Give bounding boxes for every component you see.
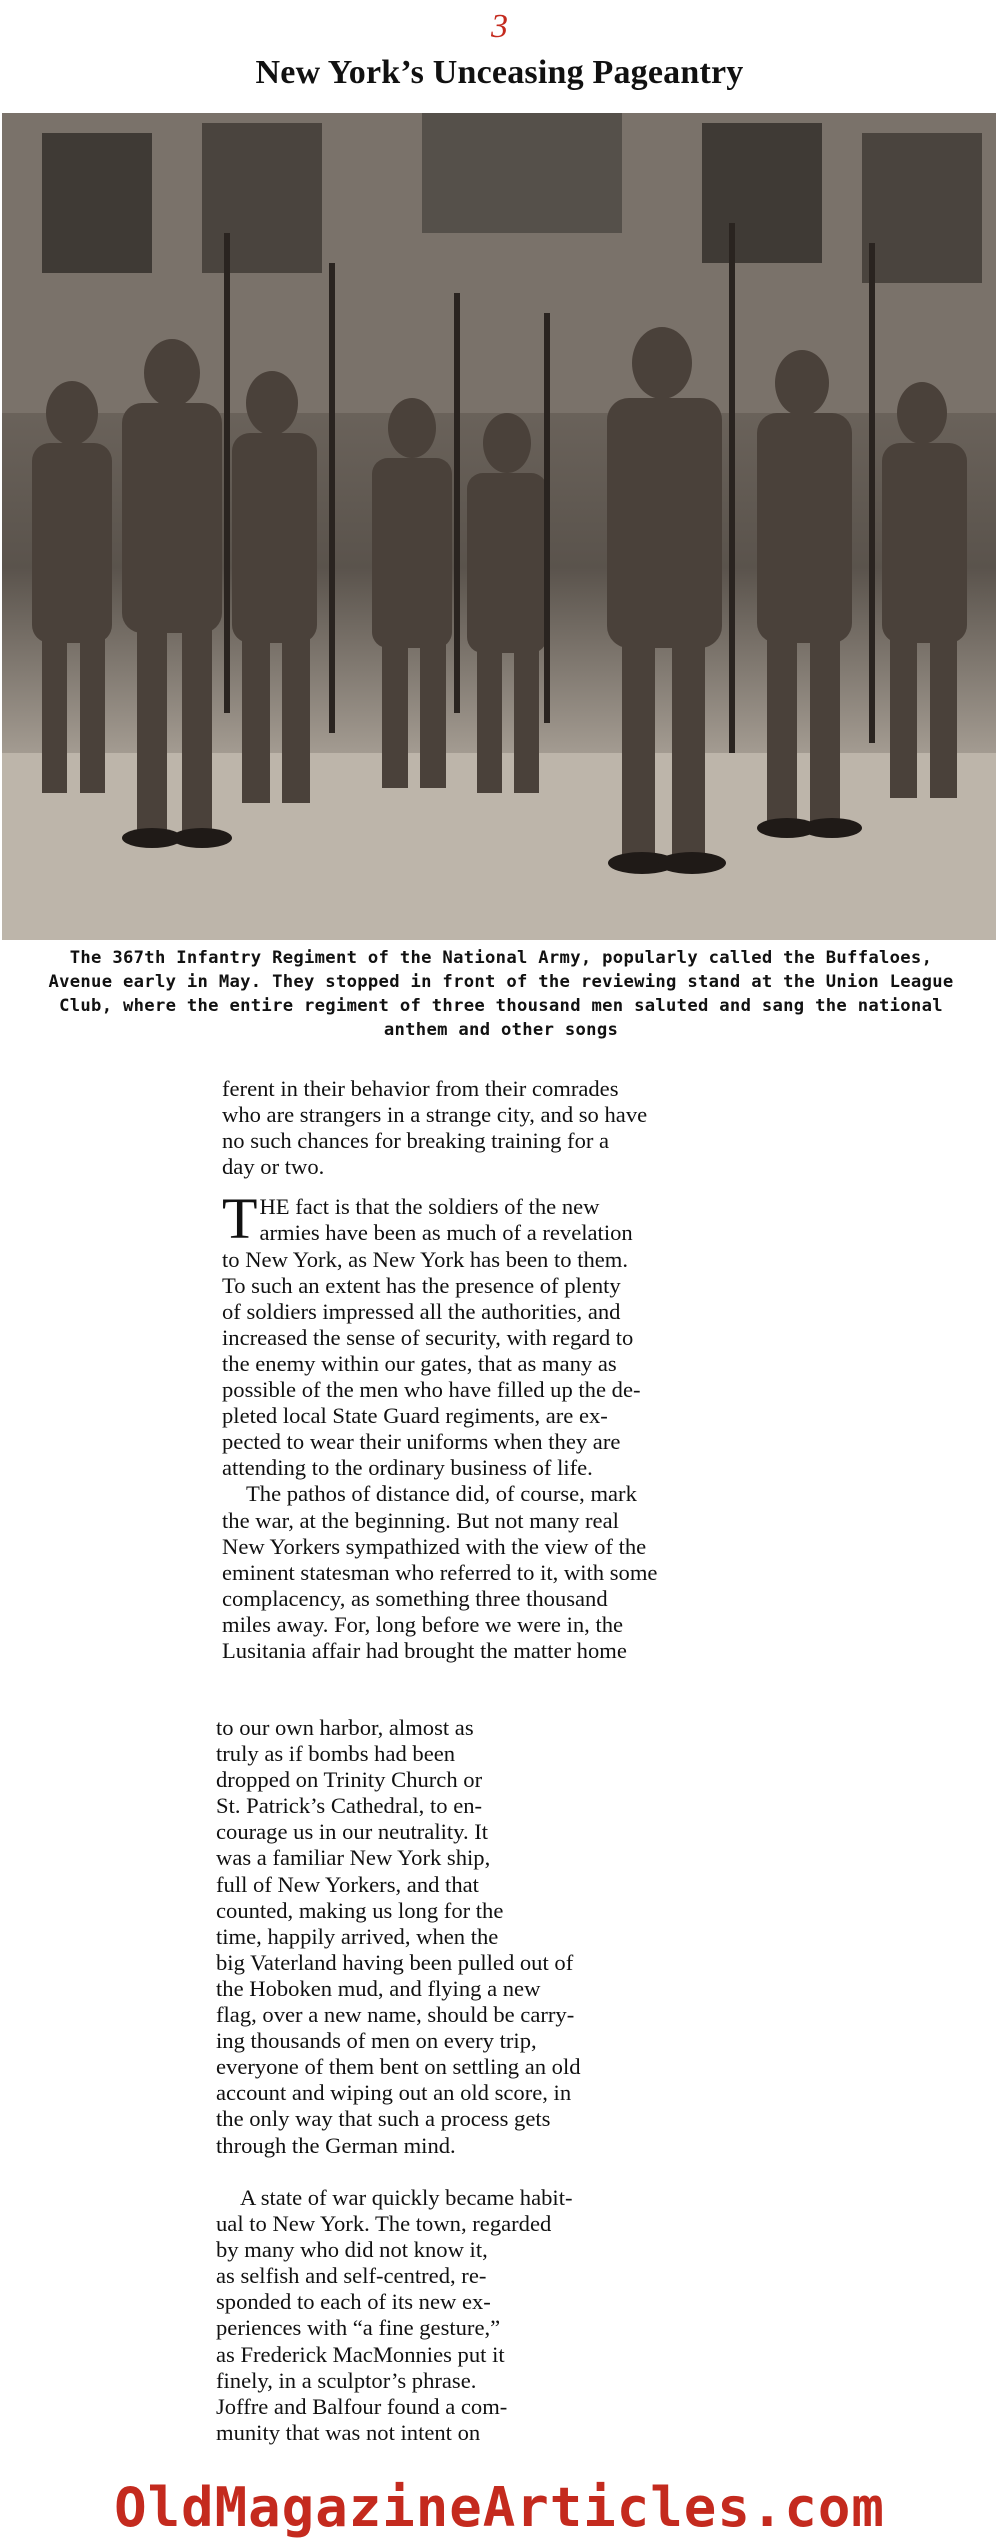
text-line: miles away. For, long before we were in, the [222,1611,624,1637]
text-line: ual to New York. The town, regarded [216,2211,552,2237]
text-line: no such chances for breaking training for a [222,1128,610,1154]
text-line: truly as if bombs had been [216,1741,456,1767]
text-line: ing thousands of men on every trip, [216,2028,537,2054]
text-line: full of New Yorkers, and that [216,1871,479,1897]
caption-line: anthem and other songs [383,1020,619,1040]
text-line: by many who did not know it, [216,2237,488,2263]
photo-soldiers-marching-icon [2,113,996,940]
text-line: pected to wear their uniforms when they are [222,1429,621,1455]
caption-line: The 367th Infantry Regiment of the National Army, popularly called the Buffaloes, [69,948,933,968]
text-line: was a familiar New York ship, [216,1845,491,1871]
text-line: possible of the men who have filled up the de- [222,1377,641,1403]
text-line: through the German mind. [216,2132,456,2158]
caption-line: Avenue early in May. They stopped in front of the reviewing stand at the Union League [48,972,954,992]
text-line: the enemy within our gates, that as many as [222,1350,617,1376]
text-line: big Vaterland having been pulled out of [216,1949,574,1975]
text-line: day or two. [222,1154,325,1180]
text-line: finely, in a sculptor’s phrase. [216,2367,477,2393]
text-line: time, happily arrived, when the [216,1923,499,1949]
text-line: the war, at the beginning. But not many real [222,1507,619,1533]
text-line: to our own harbor, almost as [216,1715,474,1740]
text-line: the only way that such a process gets [216,2106,551,2132]
text-line: Lusitania affair had brought the matter home [222,1637,627,1663]
photo-soldiers [2,113,996,940]
text-line: ferent in their behavior from their comrades [222,1076,619,1101]
text-line: sponded to each of its new ex- [216,2289,491,2315]
text-line: St. Patrick’s Cathedral, to en- [216,1793,483,1819]
text-line: attending to the ordinary business of life. [222,1455,593,1481]
article-body-main [222,1076,657,1664]
text-line: periences with “a fine gesture,” [216,2315,501,2341]
page-number: 3 [491,8,508,45]
text-line: complacency, as something three thousand [222,1585,608,1611]
article-title: New York’s Unceasing Pageantry [255,54,744,91]
text-line: flag, over a new name, should be carry- [216,2002,575,2028]
text-line: to New York, as New York has been to them. [222,1246,629,1272]
text-line: counted, making us long for the [216,1897,504,1923]
text-line: of soldiers impressed all the authorities, and [222,1298,621,1324]
text-line: munity that was not intent on [216,2419,481,2445]
caption-line: Club, where the entire regiment of three thousand men saluted and sang the national [59,996,943,1016]
text-line: who are strangers in a strange city, and so have [222,1102,648,1128]
photo-caption [20,946,982,1042]
footer-brand: OldMagazineArticles.com [114,2476,885,2539]
text-line: increased the sense of security, with regard to [222,1324,634,1350]
text-line: The pathos of distance did, of course, mark [246,1481,637,1507]
text-line: Joffre and Balfour found a com- [216,2393,508,2419]
text-line: as Frederick MacMonnies put it [216,2341,505,2367]
text-line: everyone of them bent on settling an old [216,2054,581,2080]
text-line: dropped on Trinity Church or [216,1767,483,1793]
text-line: HE fact is that the soldiers of the new [259,1194,600,1220]
text-line: the Hoboken mud, and flying a new [216,1975,541,2001]
text-line: pleted local State Guard regiments, are ex- [222,1403,608,1429]
drop-cap: T [222,1186,258,1252]
text-line: courage us in our neutrality. It [216,1819,489,1845]
text-line: as selfish and self-centred, re- [216,2263,487,2289]
text-line: account and wiping out an old score, in [216,2080,572,2106]
text-line: New Yorkers sympathized with the view of the [222,1533,647,1559]
article-body-narrow-continued [216,2185,573,2446]
text-line: A state of war quickly became habit- [240,2185,573,2210]
text-line: armies have been as much of a revelation [259,1220,633,1246]
text-line: To such an extent has the presence of plenty [222,1272,621,1298]
article-body-narrow [216,1715,581,2159]
dropcap-paragraph [222,1186,657,1252]
text-line: eminent statesman who referred to it, with some [222,1559,658,1585]
